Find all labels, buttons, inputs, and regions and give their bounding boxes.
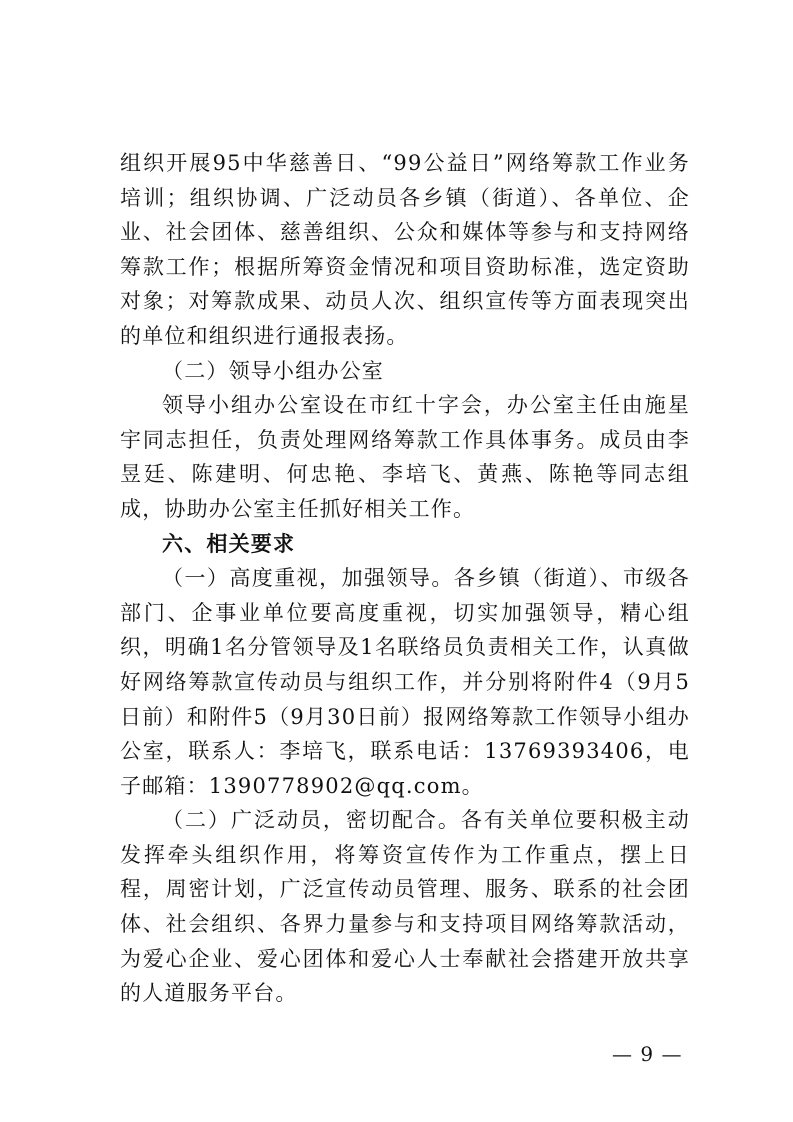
paragraph-office: 领导小组办公室设在市红十字会，办公室主任由施星宇同志担任，负责处理网络筹款工作具体事务。成员由李昱廷、陈建明、何忠艳、李培飞、黄燕、陈艳等同志组成，协助办公室主任抓好相关工作。	[120, 393, 690, 521]
section-heading-requirements: 六、相关要求	[162, 530, 296, 556]
document-body	[120, 146, 690, 1011]
paragraph-duties-continued: 组织开展95中华慈善日、“99公益日”网络筹款工作业务培训；组织协调、广泛动员各乡镇（街道）、各单位、企业、社会团体、慈善组织、公众和媒体等参与和支持网络筹款工作；根据所筹资金情况和项目资助标准，选定资助对象；对筹款成果、动员人次、组织宣传等方面表现突出的单位和组织进行通报表扬。	[120, 151, 690, 348]
section-heading-office: （二）领导小组办公室	[162, 358, 384, 383]
page-number: — 9 —	[612, 1042, 683, 1066]
paragraph-requirement-2: （二）广泛动员，密切配合。各有关单位要积极主动发挥牵头组织作用，将筹资宣传作为工作重点，摆上日程，周密计划，广泛宣传动员管理、服务、联系的社会团体、社会组织、各界力量参与和支持项目网络筹款活动，为爱心企业、爱心团体和爱心人士奉献社会搭建开放共享的人道服务平台。	[120, 808, 690, 1006]
paragraph-requirement-1: （一）高度重视，加强领导。各乡镇（街道）、市级各部门、企事业单位要高度重视，切实加强领导，精心组织，明确1名分管领导及1名联络员负责相关工作，认真做好网络筹款宣传动员与组织工作，并分别将附件4（9月5日前）和附件5（9月30日前）报网络筹款工作领导小组办公室，联系人：李培飞，联系电话：13769393406，电子邮箱：1390778902@qq.com。	[120, 566, 690, 798]
